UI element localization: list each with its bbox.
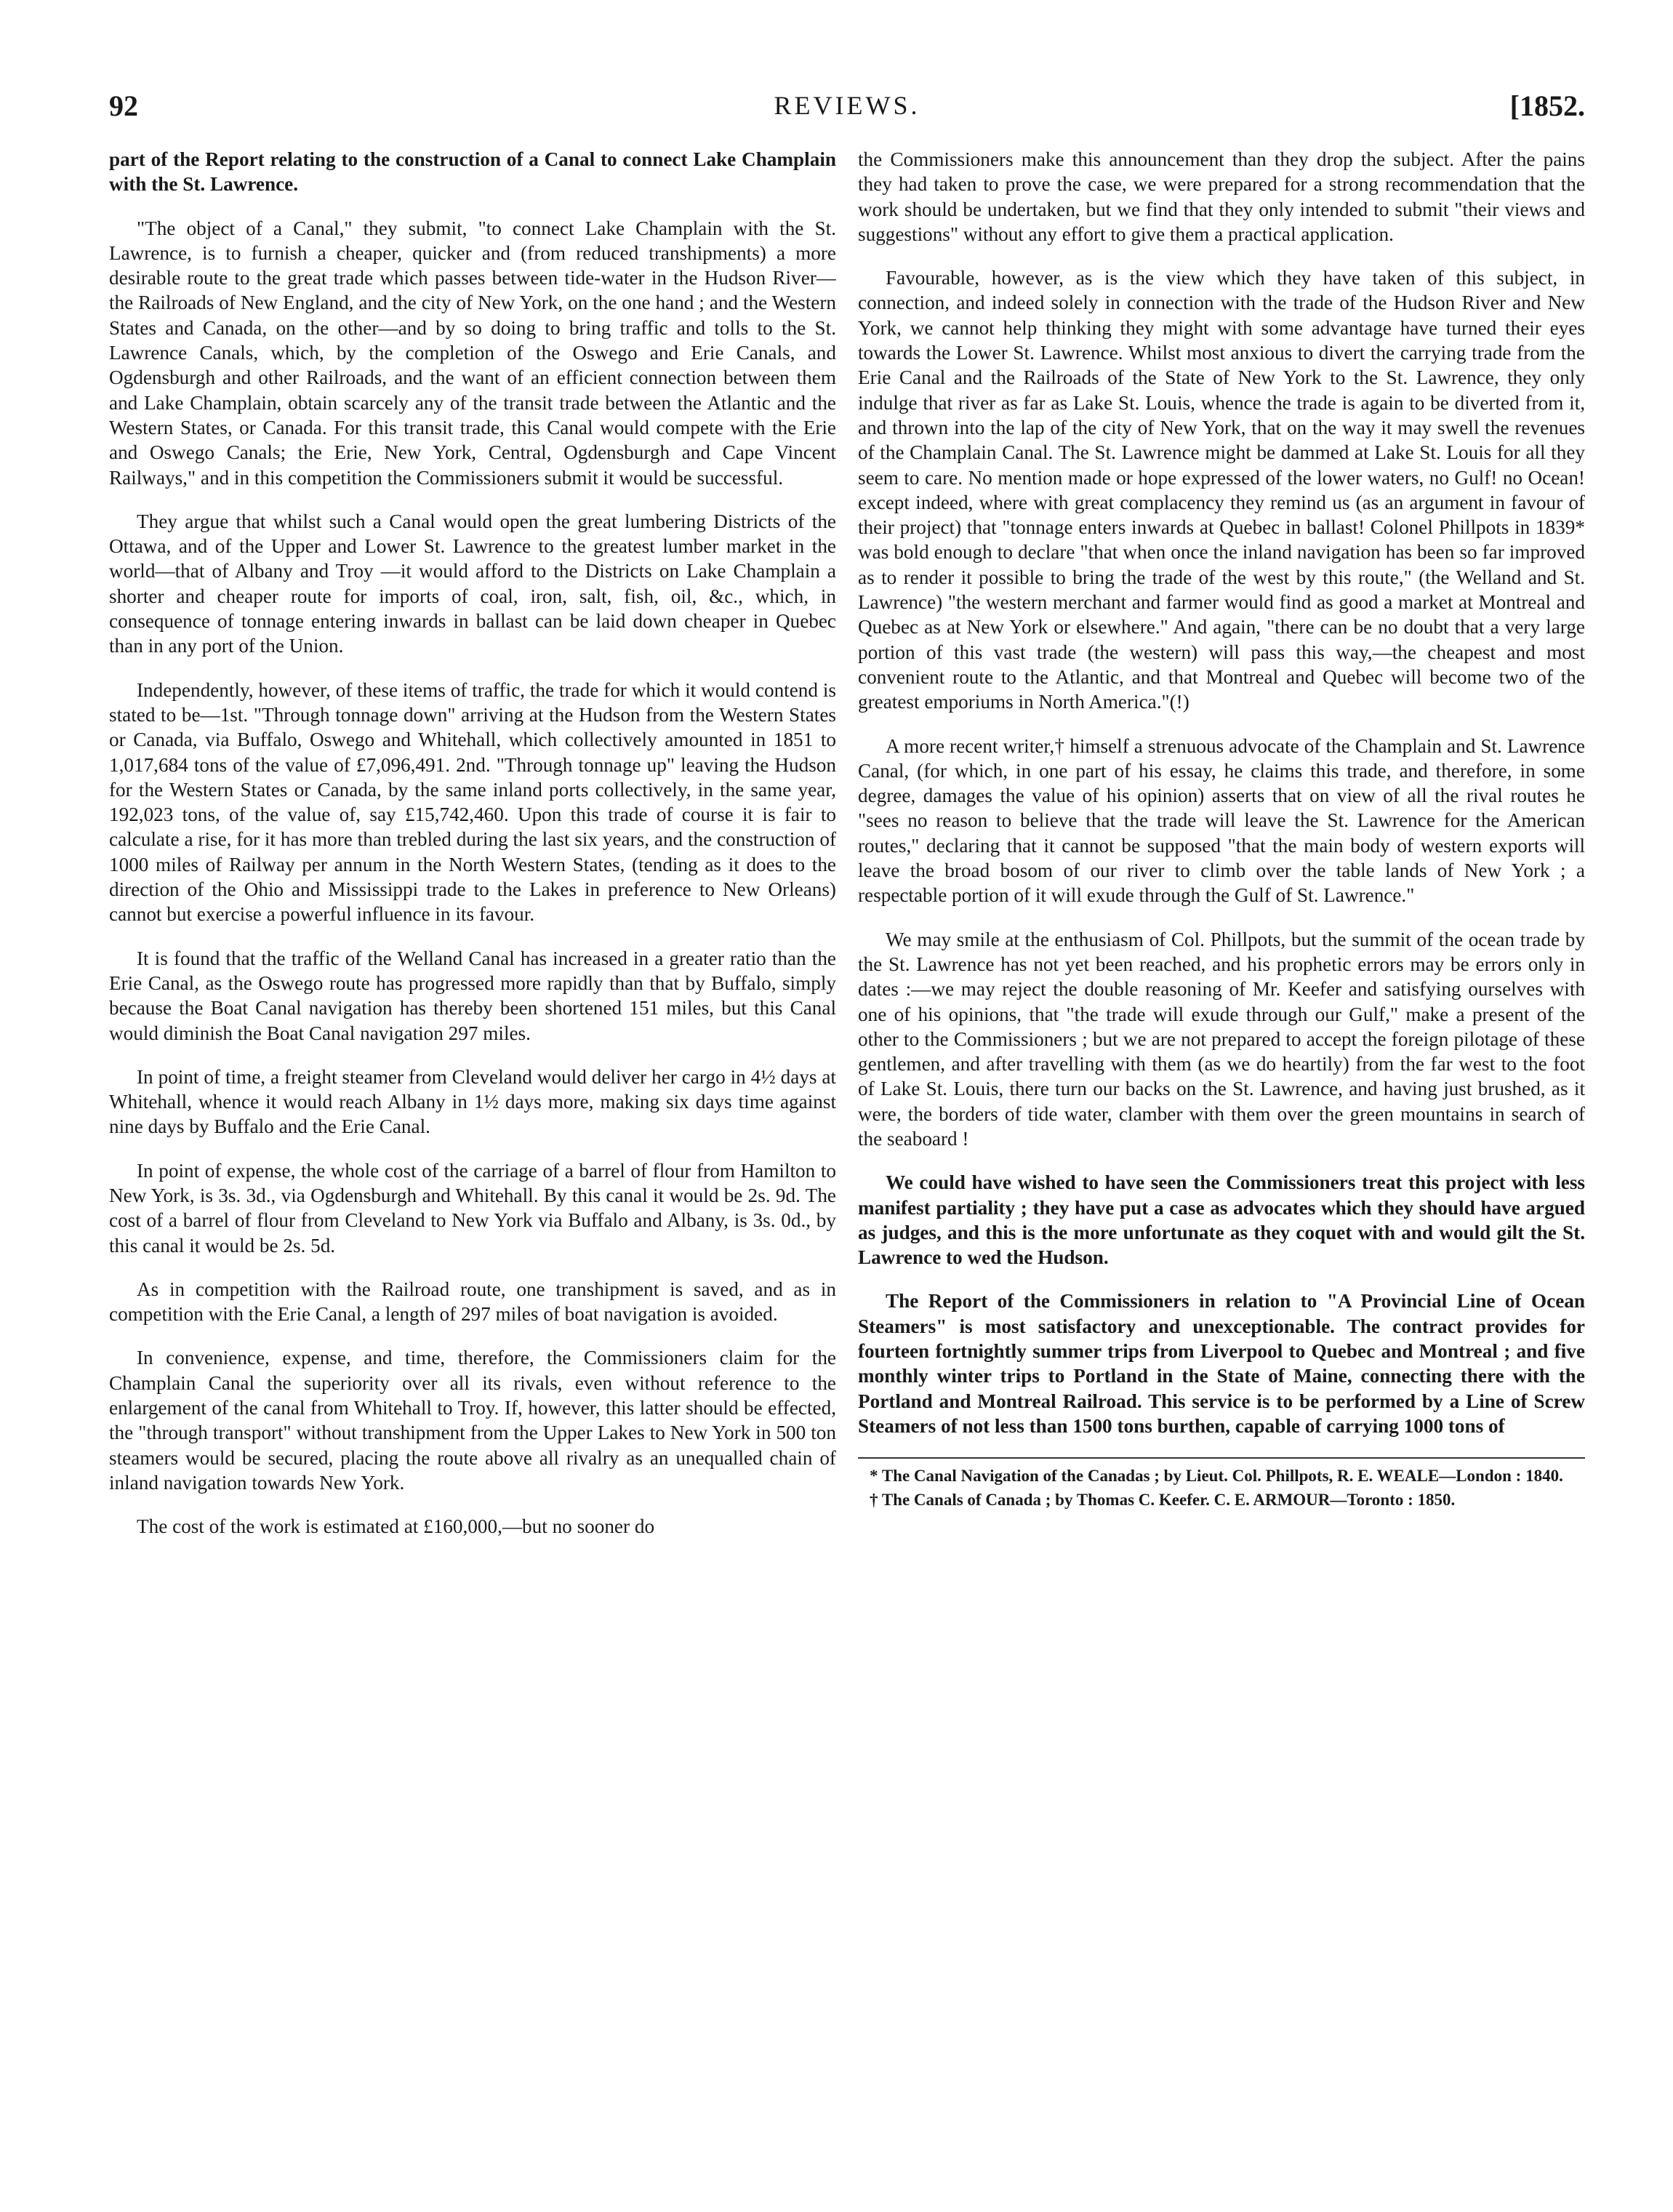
paragraph: A more recent writer,† himself a strenuous advocate of the Champlain and St. Lawrence Canal, (for which, in one part of his essay, he claims this trade, and therefore, in some degree, damages the value of his opinion) asserts that on view of all the rival routes he "sees no reason to believe that the trade will leave the St. Lawrence for the American routes," declaring that it cannot be supposed "that the main body of western exports will leave the broad bosom of our river to climb over the table lands of New York ; a respectable portion of it will exude through the Gulf of St. Lawrence." [858,734,1585,907]
paragraph: "The object of a Canal," they submit, "to connect Lake Champlain with the St. Lawrence, is to furnish a cheaper, quicker and (from reduced transhipments) a more desirable route to the great trade which passes between tide-water in the Hudson River—the Railroads of New England, and the city of New York, on the one hand ; and the Western States and Canada, on the other—and by so doing to bring traffic and tolls to the St. Lawrence Canals, which, by the completion of the Oswego and Erie Canals, and Ogdensburgh and other Railroads, and the want of an efficient connection between them and Lake Champlain, obtain scarcely any of the transit trade between the Atlantic and the Western States, or Canada. For this transit trade, this Canal would compete with the Erie and Oswego Canals; the Erie, New York, Central, Ogdensburgh and Cape Vincent Railways," and in this competition the Commissioners submit it would be successful. [109,217,836,489]
paragraph: the Commissioners make this announcement than they drop the subject. After the pains they had taken to prove the case, we were prepared for a strong recommendation that the work should be undertaken, but we find that they only intended to submit "their views and suggestions" without any effort to give them a practical application. [858,148,1585,245]
paragraph: As in competition with the Railroad route, one transhipment is saved, and as in competition with the Erie Canal, a length of 297 miles of boat navigation is avoided. [109,1278,836,1326]
page-header [109,89,1585,140]
footnote: * The Canal Navigation of the Canadas ; by Lieut. Col. Phillpots, R. E. WEALE—London : 1840. [870,1467,1563,1486]
footnote: † The Canals of Canada ; by Thomas C. Keefer. C. E. ARMOUR—Toronto : 1850. [870,1490,1456,1509]
paragraph: We may smile at the enthusiasm of Col. Phillpots, but the summit of the ocean trade by the St. Lawrence has not yet been reached, and his prophetic errors may be errors only in dates :—we may reject the double reasoning of Mr. Keefer and satisfying ourselves with one of his opinions, that "the trade will exude through our Gulf," make a present of the other to the Commissioners ; but we are not prepared to accept the foreign pilotage of these gentlemen, and after travelling with them (as we do heartily) from the far west to the foot of Lake St. Louis, there turn our backs on the St. Lawrence, and having just brushed, as it were, the borders of tide water, clamber with them over the green mountains in search of the seaboard ! [858,928,1585,1150]
running-title: REVIEWS. [774,91,920,120]
footnote-rule [858,1457,1585,1459]
header-year: [1852. [1509,89,1585,122]
left-column [109,147,836,2154]
paragraph: The cost of the work is estimated at £160,000,—but no sooner do [137,1515,655,1538]
paragraph: Favourable, however, as is the view which they have taken of this subject, in connection, and indeed solely in connection with the trade of the Hudson River and New York, we cannot help thinking they might with some advantage have turned their eyes towards the Lower St. Lawrence. Whilst most anxious to divert the carrying trade from the Erie Canal and the Railroads of the State of New York to the St. Lawrence, they only indulge that river as far as Lake St. Louis, whence the trade is again to be diverted from it, and thrown into the lap of the city of New York, that on the way it may swell the revenues of the Champlain Canal. The St. Lawrence might be dammed at Lake St. Louis for all they seem to care. No mention made or hope expressed of the lower waters, no Gulf! no Ocean! except indeed, where with great complacency they remind us (as an argument in favour of their project) that "tonnage enters inwards at Quebec in ballast! Colonel Phillpots in 1839* was bold enough to declare "that when once the inland navigation has been so far improved as to render it possible to bring the trade of the west by this route," (the Welland and St. Lawrence) "the western merchant and farmer would find as good a market at Montreal and Quebec as at New York or elsewhere." And again, "there can be no doubt that a very large portion of this vast trade (the western) will pass this way,—the cheapest and most convenient route to the Atlantic, and that Montreal and Quebec will become two of the greatest emporiums in North America."(!) [858,267,1585,713]
paragraph: Independently, however, of these items of traffic, the trade for which it would contend is stated to be—1st. "Through tonnage down" arriving at the Hudson from the Western States or Canada, via Buffalo, Oswego and Whitehall, which collectively amounted in 1851 to 1,017,684 tons of the value of £7,096,491. 2nd. "Through tonnage up" leaving the Hudson for the Western States or Canada, by the same inland ports collectively, in the same year, 192,023 tons, of the value of, say £15,742,460. Upon this trade of course it is fair to calculate a rise, for it has more than trebled during the last six years, and the construction of 1000 miles of Railway per annum in the North Western States, (tending as it does to the direction of the Ohio and Mississippi trade to the Lakes in preference to New Orleans) cannot but exercise a powerful influence in its favour. [109,678,836,926]
paragraph: We could have wished to have seen the Commissioners treat this project with less manifest partiality ; they have put a case as advocates which they should have argued as judges, and this is the more unfortunate as they coquet with and would gilt the St. Lawrence to wed the Hudson. [858,1171,1585,1269]
page-number: 92 [109,89,138,122]
paragraph: The Report of the Commissioners in relation to "A Provincial Line of Ocean Steamers" is most satisfactory and unexceptionable. The contract provides for fourteen fortnightly summer trips from Liverpool to Quebec and Montreal ; and five monthly winter trips to Portland in the State of Maine, connecting there with the Portland and Montreal Railroad. This service is to be performed by a Line of Screw Steamers of not less than 1500 tons burthen, capable of carrying 1000 tons of [858,1290,1585,1437]
paragraph: In point of time, a freight steamer from Cleveland would deliver her cargo in 4½ days at Whitehall, whence it would reach Albany in 1½ days more, making six days time against nine days by Buffalo and the Erie Canal. [109,1065,836,1138]
paragraph: It is found that the traffic of the Welland Canal has increased in a greater ratio than the Erie Canal, as the Oswego route has progressed more rapidly than that by Buffalo, simply because the Boat Canal navigation has thereby been shortened 151 miles, but this Canal would diminish the Boat Canal navigation 297 miles. [109,947,836,1044]
paragraph: In convenience, expense, and time, therefore, the Commissioners claim for the Champlain Canal the superiority over all its rivals, even without reference to the enlargement of the canal from Whitehall to Troy. If, however, this latter should be effected, the "through transport" without transhipment from the Upper Lakes to New York in 500 ton steamers would be secured, placing the route above all rivalry as an unequalled chain of inland navigation towards New York. [109,1347,836,1494]
paragraph: In point of expense, the whole cost of the carriage of a barrel of flour from Hamilton to New York, is 3s. 3d., via Ogdensburgh and Whitehall. By this canal it would be 2s. 9d. The cost of a barrel of flour from Cleveland to New York via Buffalo and Albany, is 3s. 0d., by this canal it would be 2s. 5d. [109,1159,836,1257]
paragraph: They argue that whilst such a Canal would open the great lumbering Districts of the Ottawa, and of the Upper and Lower St. Lawrence to the greatest lumber market in the world—that of Albany and Troy —it would afford to the Districts on Lake Champlain a shorter and cheaper route for imports of coal, iron, salt, fish, oil, &c., which, in consequence of tonnage entering inwards in ballast can be laid down cheaper in Quebec than in any port of the Union. [109,510,836,657]
right-column [858,147,1585,2154]
footnotes [858,1466,1585,1510]
paragraph: part of the Report relating to the construction of a Canal to connect Lake Champlain with the St. Lawrence. [109,148,836,196]
